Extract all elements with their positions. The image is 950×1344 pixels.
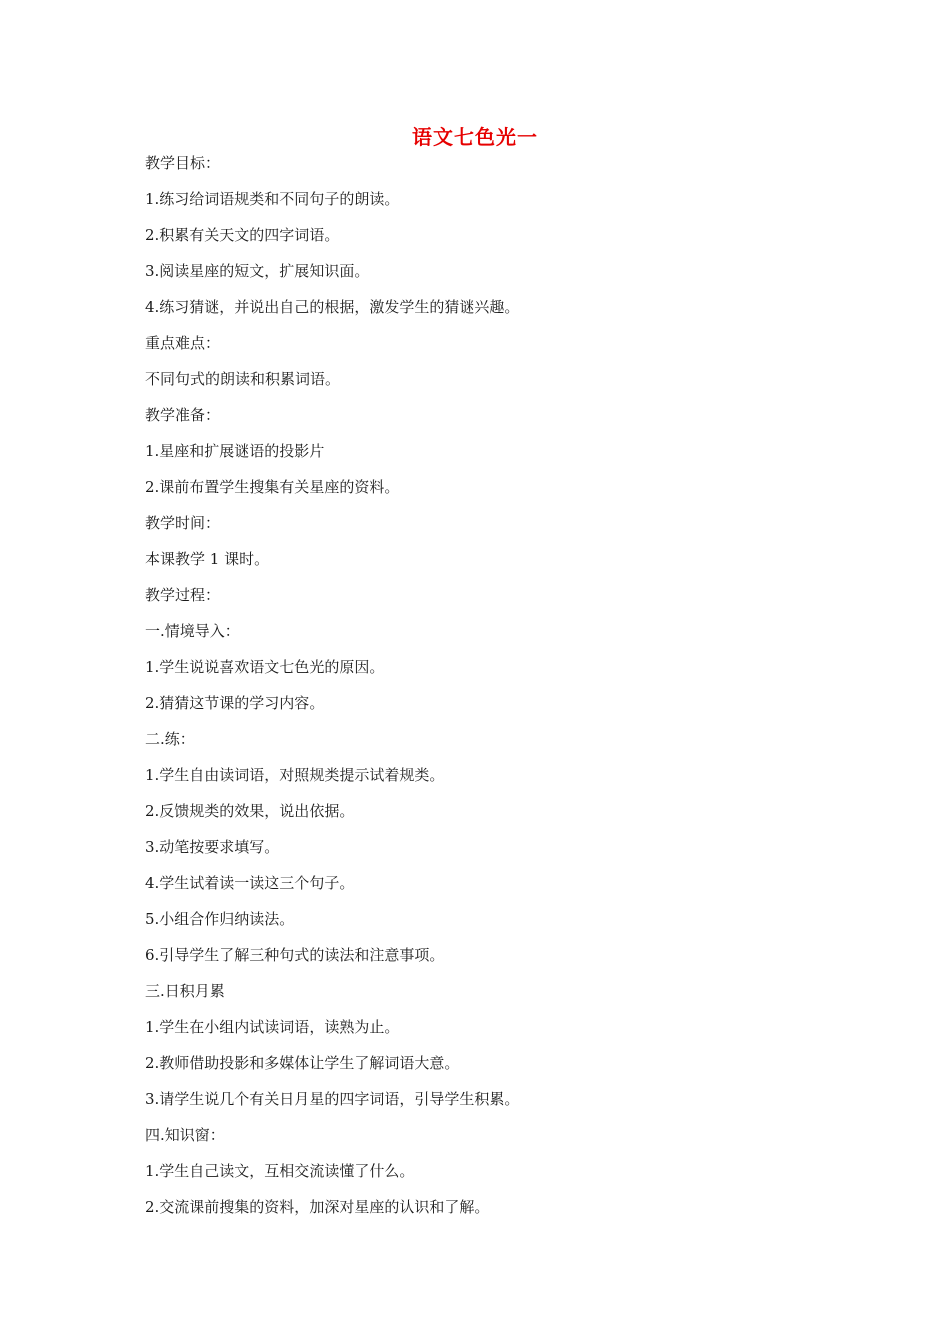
- text-line: 4.练习猜谜，并说出自己的根据，激发学生的猜谜兴趣。: [145, 298, 520, 316]
- text-line: 4.学生试着读一读这三个句子。: [145, 874, 355, 892]
- text-line: 2.课前布置学生搜集有关星座的资料。: [145, 478, 400, 496]
- text-line: 1.练习给词语规类和不同句子的朗读。: [145, 190, 400, 208]
- text-line: 教学准备：: [145, 406, 221, 424]
- text-line: 3.阅读星座的短文，扩展知识面。: [145, 262, 370, 280]
- text-line: 2.猜猜这节课的学习内容。: [145, 694, 325, 712]
- text-line: 教学目标：: [145, 154, 221, 172]
- text-line: 3.请学生说几个有关日月星的四字词语，引导学生积累。: [145, 1090, 520, 1108]
- text-line: 四.知识窗：: [145, 1126, 225, 1144]
- text-line: 不同句式的朗读和积累词语。: [145, 370, 341, 388]
- text-line: 2.交流课前搜集的资料，加深对星座的认识和了解。: [145, 1198, 490, 1216]
- text-line: 重点难点：: [145, 334, 221, 352]
- text-line: 1.学生说说喜欢语文七色光的原因。: [145, 658, 385, 676]
- text-line: 2.教师借助投影和多媒体让学生了解词语大意。: [145, 1054, 460, 1072]
- text-line: 5.小组合作归纳读法。: [145, 910, 295, 928]
- text-line: 二.练：: [145, 730, 195, 748]
- text-line: 2.积累有关天文的四字词语。: [145, 226, 340, 244]
- text-line: 1.星座和扩展谜语的投影片: [145, 442, 325, 460]
- text-line: 一.情境导入：: [145, 622, 240, 640]
- text-line: 2.反馈规类的效果，说出依据。: [145, 802, 355, 820]
- text-line: 3.动笔按要求填写。: [145, 838, 280, 856]
- text-line: 本课教学 1 课时。: [145, 550, 270, 568]
- text-line: 教学时间：: [145, 514, 221, 532]
- text-line: 三.日积月累: [145, 982, 225, 1000]
- text-line: 6.引导学生了解三种句式的读法和注意事项。: [145, 946, 445, 964]
- text-line: 1.学生自由读词语，对照规类提示试着规类。: [145, 766, 445, 784]
- document-body: [145, 145, 825, 1225]
- text-line: 教学过程：: [145, 586, 221, 604]
- text-line: 1.学生在小组内试读词语，读熟为止。: [145, 1018, 400, 1036]
- document-title: 语文七色光一: [412, 125, 538, 149]
- text-line: 1.学生自己读文，互相交流读懂了什么。: [145, 1162, 415, 1180]
